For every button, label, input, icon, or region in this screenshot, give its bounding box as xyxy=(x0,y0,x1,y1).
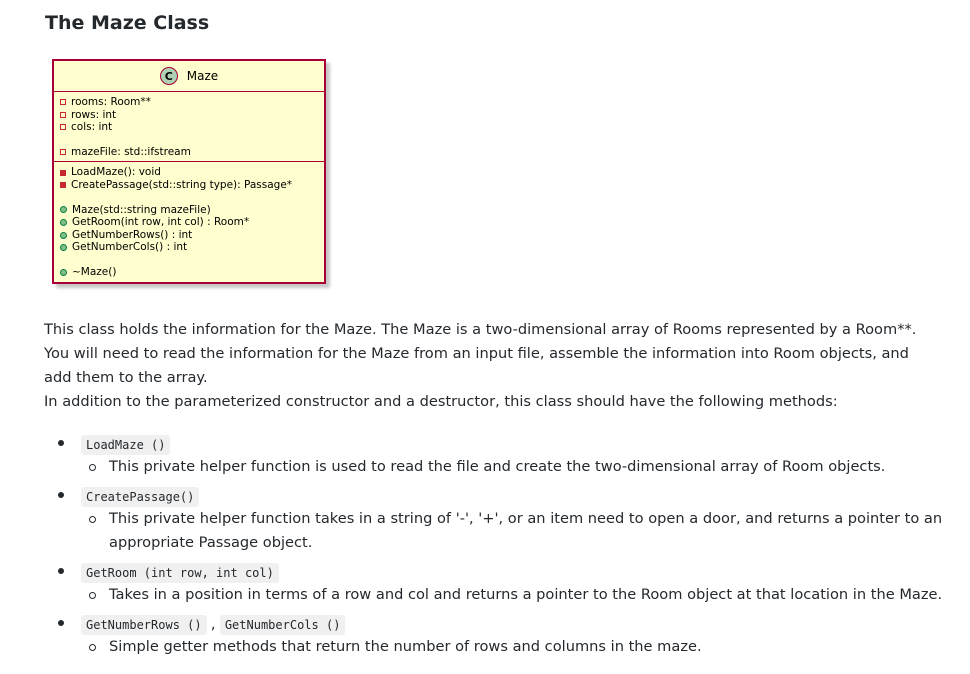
method-code: GetRoom (int row, int col) xyxy=(81,563,279,583)
method-description: Takes in a position in terms of a row and col and returns a pointer to the Room object at that location in the Maze. xyxy=(109,586,943,603)
bullet-icon xyxy=(58,440,64,446)
bullet-icon xyxy=(58,620,64,626)
uml-attribute: cols: int xyxy=(60,121,324,134)
method-code: GetNumberRows () xyxy=(81,615,207,635)
uml-method: ~Maze() xyxy=(60,266,324,279)
uml-method: GetNumberRows() : int xyxy=(60,229,324,242)
circle-bullet-icon xyxy=(89,516,96,523)
method-description: Simple getter methods that return the number of rows and columns in the maze. xyxy=(109,638,702,655)
public-method-icon xyxy=(60,269,67,276)
uml-method: Maze(std::string mazeFile) xyxy=(60,204,324,217)
private-method-icon xyxy=(60,182,66,188)
uml-method: GetRoom(int row, int col) : Room* xyxy=(60,216,324,229)
bullet-icon xyxy=(58,492,64,498)
public-method-icon xyxy=(60,232,67,239)
public-method-icon xyxy=(60,219,67,226)
methods-intro: In addition to the parameterized constructor and a destructor, this class should have the following methods: xyxy=(44,393,838,410)
method-description: This private helper function takes in a string of '-', '+', or an item need to open a door, and returns a pointer to an appropriate Passage object. xyxy=(109,510,943,551)
public-method-icon xyxy=(60,244,67,251)
uml-class-diagram xyxy=(52,59,326,284)
circle-bullet-icon xyxy=(89,644,96,651)
uml-class-name: Maze xyxy=(186,69,219,83)
private-field-icon xyxy=(60,124,66,130)
uml-method: LoadMaze(): void xyxy=(60,166,324,179)
method-code: CreatePassage() xyxy=(81,487,199,507)
list-item xyxy=(44,613,944,659)
list-item xyxy=(44,485,944,555)
uml-class-header xyxy=(54,61,324,92)
code-separator: , xyxy=(209,618,217,632)
uml-method: GetNumberCols() : int xyxy=(60,241,324,254)
bullet-icon xyxy=(58,568,64,574)
public-method-icon xyxy=(60,206,67,213)
list-item xyxy=(44,433,944,479)
private-field-icon xyxy=(60,149,66,155)
method-description: This private helper function is used to read the file and create the two-dimensional array of Room objects. xyxy=(109,458,886,475)
page-title: The Maze Class xyxy=(45,12,210,34)
uml-attribute: mazeFile: std::ifstream xyxy=(60,146,324,159)
private-field-icon xyxy=(60,99,66,105)
private-field-icon xyxy=(60,112,66,118)
method-code: LoadMaze () xyxy=(81,435,170,455)
method-code: GetNumberCols () xyxy=(220,615,346,635)
class-icon: C xyxy=(160,67,178,85)
list-item xyxy=(44,561,944,607)
class-description: This class holds the information for the Maze. The Maze is a two-dimensional array of Rooms represented by a Room**. You will need to read the information for the Maze from an input file, assemble the information into Room objects, and add them to the array. xyxy=(44,321,917,386)
uml-method: CreatePassage(std::string type): Passage* xyxy=(60,179,324,192)
circle-bullet-icon xyxy=(89,592,96,599)
uml-attribute: rooms: Room** xyxy=(60,96,324,109)
uml-methods xyxy=(54,162,324,281)
uml-attributes xyxy=(54,92,324,162)
methods-list xyxy=(44,433,944,665)
private-method-icon xyxy=(60,170,66,176)
circle-bullet-icon xyxy=(89,464,96,471)
uml-attribute: rows: int xyxy=(60,109,324,122)
